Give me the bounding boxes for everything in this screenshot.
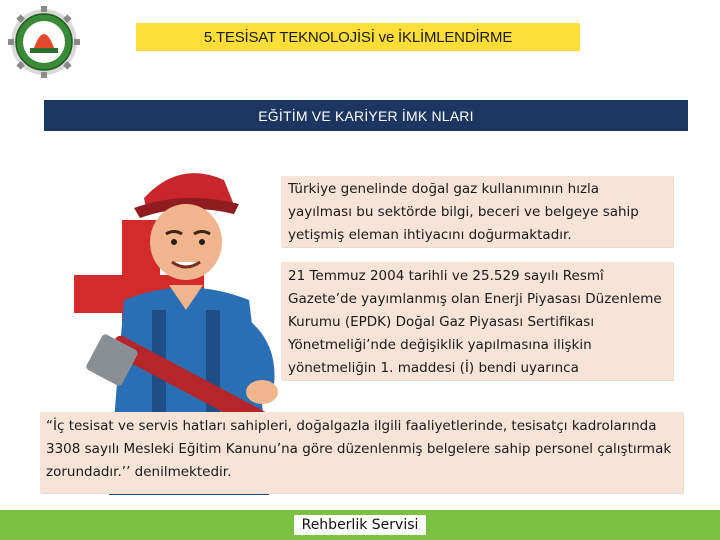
footer-bar: [0, 510, 720, 540]
title-bar: [136, 23, 580, 51]
section-title: EĞİTİM VE KARİYER İMK NLARI: [258, 107, 474, 124]
school-logo-icon: [8, 6, 122, 78]
info-box-regulation: [281, 262, 673, 380]
footer-label: Rehberlik Servisi: [294, 515, 427, 535]
page-title: 5.TESİSAT TEKNOLOJİSİ ve İKLİMLENDİRME: [203, 28, 513, 46]
intro-paragraph: Türkiye genelinde doğal gaz kullanımının hızla yayılması bu sektörde bilgi, beceri ve belgeye sahip yetişmiş eleman ihtiyacını doğurmaktadır.: [288, 181, 639, 243]
quote-box: [40, 412, 683, 493]
regulation-quote: “İç tesisat ve servis hatları sahipleri, doğalgazla ilgili faaliyetlerinde, tesisatçı kadrolarında 3308 sayılı Mesleki Eğitim Kanunu’na göre düzenlenmiş belgelere sahip personel çalıştırmak zorundadır.’’ denilmektedir.: [46, 418, 672, 480]
info-box-intro: [281, 176, 673, 247]
regulation-paragraph: 21 Temmuz 2004 tarihli ve 25.529 sayılı Resmî Gazete’de yayımlanmış olan Enerji Piyasası Düzenleme Kurumu (EPDK) Doğal Gaz Piyasası Sertifikası Yönetmeliği’nde değişiklik yapılmasına ilişkin yönetmeliğin 1. maddesi (İ) bendi uyarınca: [288, 268, 662, 376]
section-header-bar: [44, 100, 688, 131]
